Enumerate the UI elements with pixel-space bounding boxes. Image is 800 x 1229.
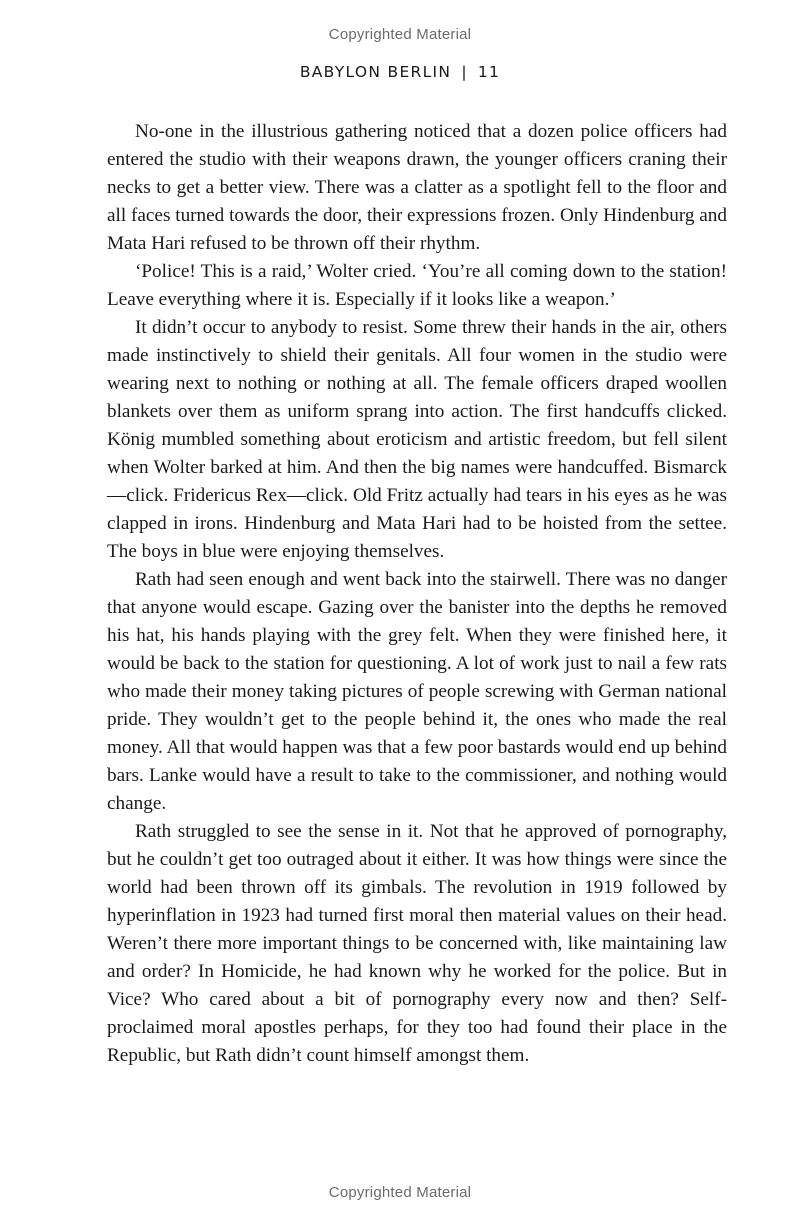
paragraph: ‘Police! This is a raid,’ Wolter cried. ‘You’re all coming down to the station! Leave everything where it is. Especially if it looks like a weapon.’ <box>107 261 727 310</box>
page-number: 11 <box>477 63 501 81</box>
copyright-notice-bottom: Copyrighted Material <box>328 1184 472 1201</box>
paragraph: Rath had seen enough and went back into the stairwell. There was no danger that anyone would escape. Gazing over the banister into the depths he removed his hat, his hands playing with the grey felt. When they were finished here, it would be back to the station for questioning. A lot of work just to nail a few rats who made their money taking pictures of people screwing with German national pride. They wouldn’t get to the people behind it, the ones who made the real money. All that would happen was that a few poor bastards would end up behind bars. Lanke would have a result to take to the commissioner, and nothing would change. <box>107 569 727 814</box>
body-text <box>107 118 727 1070</box>
running-head <box>0 63 800 81</box>
paragraph: It didn’t occur to anybody to resist. Some threw their hands in the air, others made instinctively to shield their genitals. All four women in the studio were wearing next to nothing or nothing at all. The female officers draped woollen blankets over them as uniform sprang into action. The first handcuffs clicked. König mumbled something about eroticism and artistic freedom, but fell silent when Wolter barked at him. And then the big names were handcuffed. Bismarck—click. Fridericus Rex—click. Old Fritz actually had tears in his eyes as he was clapped in irons. Hindenburg and Mata Hari had to be hoisted from the settee. The boys in blue were enjoying themselves. <box>107 317 727 562</box>
book-title: BABYLON BERLIN <box>299 63 452 81</box>
paragraph: No-one in the illustrious gathering noticed that a dozen police officers had entered the studio with their weapons drawn, the younger officers craning their necks to get a better view. There was a clatter as a spotlight fell to the floor and all faces turned towards the door, their expressions frozen. Only Hindenburg and Mata Hari refused to be thrown off their rhythm. <box>107 121 727 254</box>
paragraph: Rath struggled to see the sense in it. Not that he approved of pornography, but he couldn’t get too outraged about it either. It was how things were since the world had been thrown off its gimbals. The revolution in 1919 followed by hyperinflation in 1923 had turned first moral then material values on their head. Weren’t there more important things to be concerned with, like maintaining law and order? In Homicide, he had known why he worked for the police. But in Vice? Who cared about a bit of pornography every now and then? Self-proclaimed moral apostles perhaps, for they too had found their place in the Republic, but Rath didn’t count himself amongst them. <box>107 821 727 1066</box>
header-separator: | <box>461 63 468 81</box>
copyright-notice-top: Copyrighted Material <box>328 26 472 43</box>
